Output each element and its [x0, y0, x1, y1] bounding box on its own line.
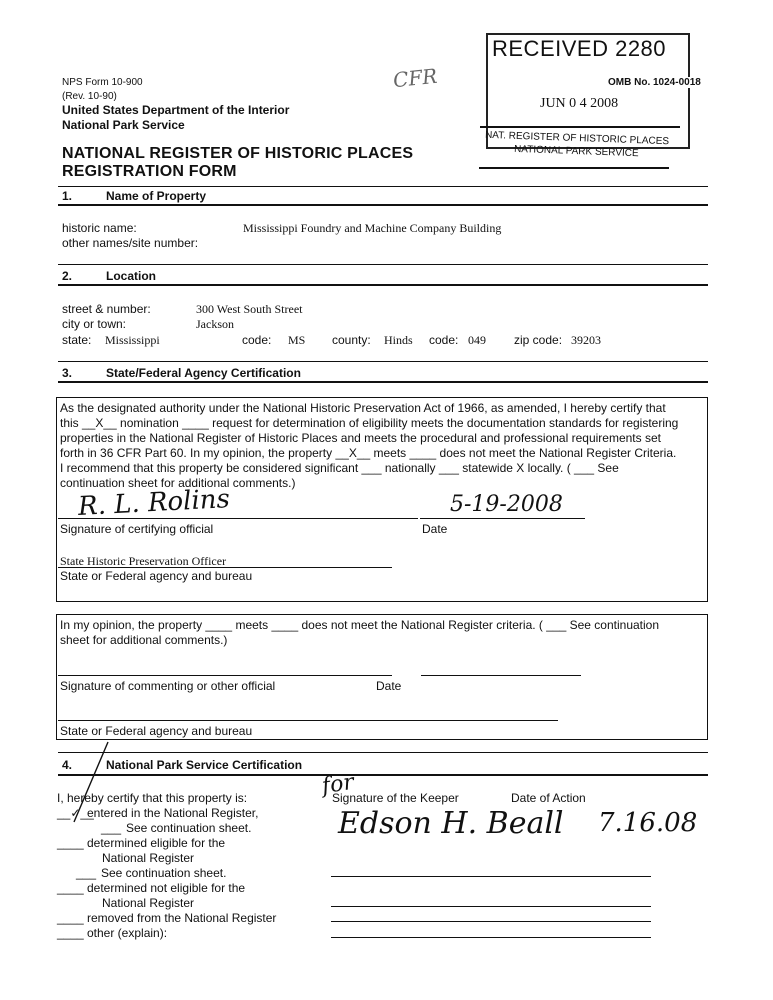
section1-number: 1. [62, 189, 73, 203]
county-value: Hinds [384, 333, 413, 347]
certifying-sig-label: Signature of certifying official [60, 522, 214, 536]
county-label: county: [332, 333, 371, 347]
section2-heading: Location [106, 269, 156, 283]
agency-title: State Historic Preservation Officer [60, 554, 227, 568]
opinion-line-2: sheet for additional comments.) [60, 633, 228, 647]
certifying-date: 5-19-2008 [450, 492, 563, 517]
form-title-line1: NATIONAL REGISTER OF HISTORIC PLACES [62, 145, 414, 162]
cert-line-6: continuation sheet for additional comments.) [60, 476, 296, 490]
other-names-label: other names/site number: [62, 236, 199, 250]
action-date: 7.16.08 [598, 808, 698, 838]
state-code-label: code: [242, 333, 272, 347]
section1-heading: Name of Property [106, 189, 207, 203]
cert-line-1: As the designated authority under the National Historic Preservation Act of 1966, as amended, I hereby certify that [60, 401, 666, 415]
state-code-value: MS [288, 333, 306, 347]
option-check-2: ____ [57, 836, 84, 850]
city-value: Jackson [196, 317, 234, 331]
form-revision: (Rev. 10-90) [62, 91, 117, 102]
city-label: city or town: [62, 317, 127, 331]
commenting-date-label: Date [376, 679, 402, 693]
stamp-received: RECEIVED 2280 [492, 36, 667, 61]
stamp-line2: NATIONAL PARK SERVICE [513, 143, 639, 160]
keeper-signature: Edson H. Beall [338, 806, 564, 841]
section4-number: 4. [62, 758, 73, 772]
option-text-0: entered in the National Register, [87, 806, 259, 820]
option-check-8: ____ [57, 926, 84, 940]
cert-line-5: I recommend that this property be considered significant ___ nationally ___ statewide X locally. ( ___ See [60, 461, 619, 475]
option-check-0: __✓__ [57, 806, 94, 820]
agency-label: State or Federal agency and bureau [60, 569, 253, 583]
option-check-1: ___ [101, 821, 122, 835]
service-name: National Park Service [62, 118, 185, 132]
certifying-signature: R. L. Rolins [77, 484, 231, 522]
option-text-7: removed from the National Register [87, 911, 277, 925]
keeper-sig-label: Signature of the Keeper [332, 791, 459, 805]
handwritten-mark: CFR [391, 63, 439, 93]
county-code-value: 049 [468, 333, 486, 347]
historic-name-label: historic name: [62, 221, 137, 235]
commenting-sig-label: Signature of commenting or other official [60, 679, 276, 693]
cert-line-3: properties in the National Register of Historic Places and meets the procedural and professional requirements set [60, 431, 661, 445]
state-label: state: [62, 333, 92, 347]
option-text-1: See continuation sheet. [126, 821, 252, 835]
option-text-4: See continuation sheet. [101, 866, 227, 880]
stamp-line1: NAT. REGISTER OF HISTORIC PLACES [484, 129, 670, 148]
stamp-date: JUN 0 4 2008 [540, 96, 619, 111]
section4-heading: National Park Service Certification [106, 758, 303, 772]
option-text-2: determined eligible for the [87, 836, 226, 850]
department-name: United States Department of the Interior [62, 103, 290, 117]
zip-value: 39203 [571, 333, 601, 347]
action-date-label: Date of Action [511, 791, 586, 805]
cert-line-2: this __X__ nomination ____ request for determination of eligibility meets the documentation standards for registering [60, 416, 679, 430]
option-text-3: National Register [102, 851, 195, 865]
certifying-date-label: Date [422, 522, 448, 536]
section3-number: 3. [62, 366, 73, 380]
option-text-8: other (explain): [87, 926, 168, 940]
form-title-line2: REGISTRATION FORM [62, 163, 237, 180]
omb-number: OMB No. 1024-0018 [608, 77, 701, 88]
option-check-7: ____ [57, 911, 84, 925]
commenting-agency-label: State or Federal agency and bureau [60, 724, 253, 738]
historic-name-value: Mississippi Foundry and Machine Company Building [243, 221, 502, 235]
nps-cert-intro: I, hereby certify that this property is: [57, 791, 248, 805]
option-text-5: determined not eligible for the [87, 881, 246, 895]
cert-line-4: forth in 36 CFR Part 60. In my opinion, the property __X__ meets ____ does not meet the National Register Criteria. [60, 446, 677, 460]
keeper-initials: for [320, 769, 356, 800]
option-check-4: ___ [76, 866, 97, 880]
street-value: 300 West South Street [196, 302, 303, 316]
county-code-label: code: [429, 333, 459, 347]
option-text-6: National Register [102, 896, 195, 910]
opinion-line-1: In my opinion, the property ____ meets ____ does not meet the National Register criteria. ( ___ See continuation [60, 618, 660, 632]
option-check-5: ____ [57, 881, 84, 895]
form-number: NPS Form 10-900 [62, 77, 143, 88]
zip-label: zip code: [514, 333, 563, 347]
section3-heading: State/Federal Agency Certification [106, 366, 301, 380]
state-value: Mississippi [105, 333, 160, 347]
street-label: street & number: [62, 302, 151, 316]
checkmark-stroke [60, 740, 120, 830]
section2-number: 2. [62, 269, 73, 283]
